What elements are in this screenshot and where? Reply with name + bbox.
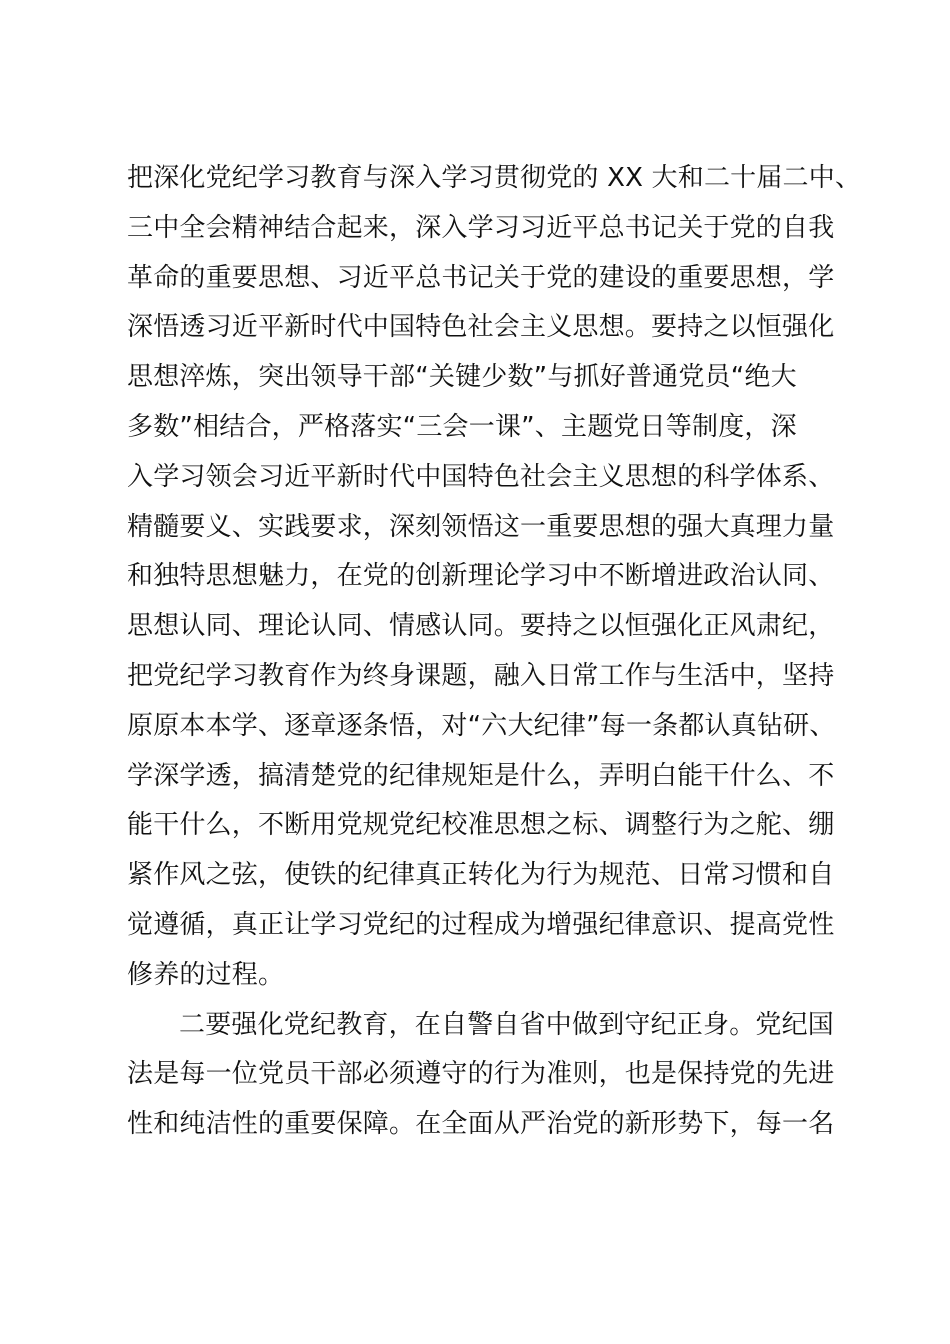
text-line: 法是每一位党员干部必须遵守的行为准则，也是保持党的先进 bbox=[127, 1059, 835, 1090]
document-body bbox=[127, 154, 862, 1150]
text-line: 深悟透习近平新时代中国特色社会主义思想。要持之以恒强化 bbox=[127, 312, 835, 343]
text-line: 把党纪学习教育作为终身课题，融入日常工作与生活中，坚持 bbox=[127, 660, 835, 691]
text-line: 和独特思想魅力，在党的创新理论学习中不断增进政治认同、 bbox=[127, 561, 835, 592]
text-line: 革命的重要思想、习近平总书记关于党的建设的重要思想，学 bbox=[127, 262, 835, 293]
text-line: 把深化党纪学习教育与深入学习贯彻党的 XX 大和二十届二中、 bbox=[127, 163, 862, 193]
text-line: 思想认同、理论认同、情感认同。要持之以恒强化正风肃纪， bbox=[127, 611, 835, 642]
text-line: 三中全会精神结合起来，深入学习习近平总书记关于党的自我 bbox=[127, 212, 835, 243]
text-line: 修养的过程。 bbox=[127, 959, 285, 990]
text-line: 学深学透，搞清楚党的纪律规矩是什么，弄明白能干什么、不 bbox=[127, 760, 835, 791]
text-line: 二要强化党纪教育，在自警自省中做到守纪正身。党纪国 bbox=[179, 1009, 835, 1040]
text-line: 精髓要义、实践要求，深刻领悟这一重要思想的强大真理力量 bbox=[127, 511, 835, 542]
paragraph-1 bbox=[127, 154, 862, 1001]
text-line: 思想淬炼，突出领导干部“关键少数”与抓好普通党员“绝大 bbox=[127, 362, 797, 393]
text-line: 能干什么，不断用党规党纪校准思想之标、调整行为之舵、绷 bbox=[127, 810, 835, 841]
text-line: 入学习领会习近平新时代中国特色社会主义思想的科学体系、 bbox=[127, 461, 835, 492]
text-line: 原原本本学、逐章逐条悟，对“六大纪律”每一条都认真钻研、 bbox=[127, 710, 836, 741]
text-line: 性和纯洁性的重要保障。在全面从严治党的新形势下，每一名 bbox=[127, 1109, 835, 1140]
text-line: 紧作风之弦，使铁的纪律真正转化为行为规范、日常习惯和自 bbox=[127, 860, 835, 891]
text-line: 多数”相结合，严格落实“三会一课”、主题党日等制度，深 bbox=[127, 411, 797, 442]
paragraph-2 bbox=[127, 1001, 847, 1150]
text-line: 觉遵循，真正让学习党纪的过程成为增强纪律意识、提高党性 bbox=[127, 909, 835, 940]
